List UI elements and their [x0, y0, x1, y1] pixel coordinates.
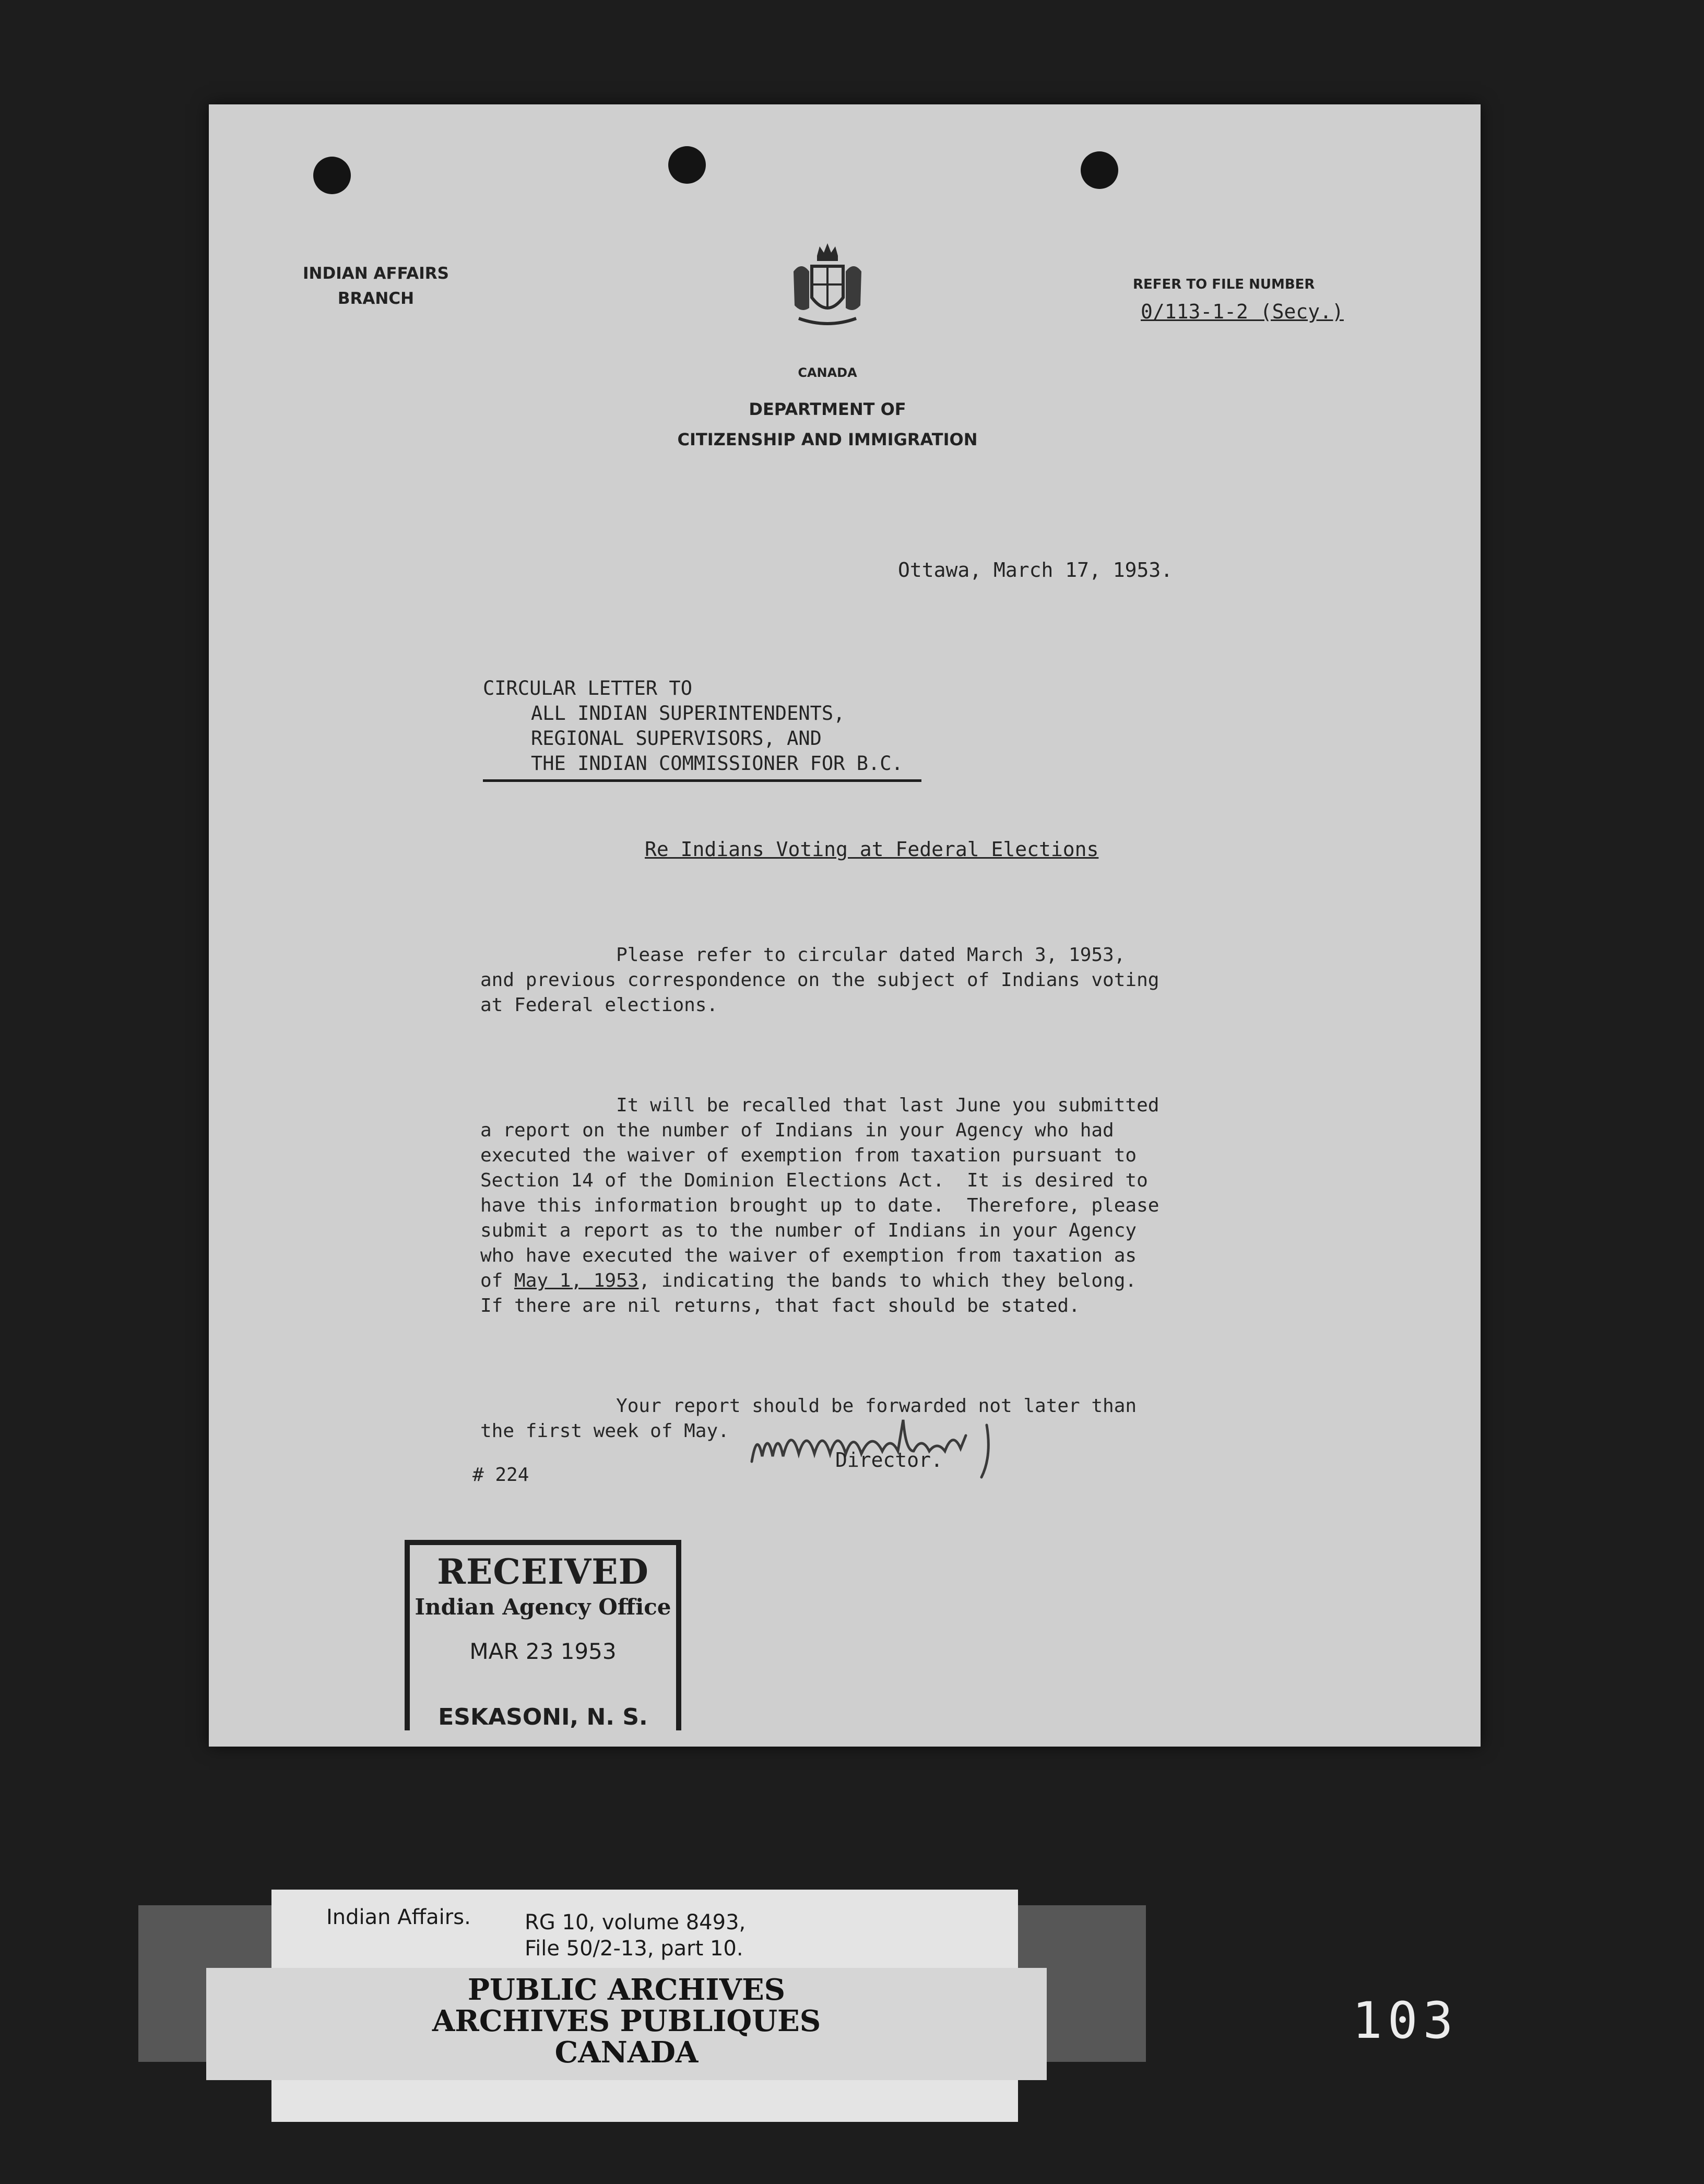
archive-reference-line-2: File 50/2-13, part 10. [525, 1937, 743, 1961]
addressee-line-4: THE INDIAN COMMISSIONER FOR B.C. [531, 752, 903, 775]
letter-sheet [209, 104, 1481, 1747]
received-stamp [405, 1540, 681, 1730]
addressee-line-3: REGIONAL SUPERVISORS, AND [531, 727, 822, 750]
archive-reference-line-1: RG 10, volume 8493, [525, 1910, 746, 1934]
p3-line-1: Your report should be forwarded not later than [480, 1395, 1137, 1417]
punch-hole-left [313, 157, 351, 194]
branch-name [303, 261, 449, 311]
p2-line-3: executed the waiver of exemption from taxation pursuant to [480, 1145, 1137, 1166]
file-ref-label: REFER TO FILE NUMBER [1133, 277, 1315, 292]
place-date: Ottawa, March 17, 1953. [898, 559, 1173, 581]
p2-line-6: submit a report as to the number of Indians in your Agency [480, 1220, 1137, 1241]
stamp-date: MAR 23 1953 [469, 1639, 617, 1664]
archive-name-en: PUBLIC ARCHIVES [467, 1973, 786, 2007]
addressee-rule [483, 779, 921, 782]
p2-line-5: have this information brought up to date. Therefore, please [480, 1195, 1159, 1216]
p2-line-8-suffix: , indicating the bands to which they belong. [638, 1270, 1137, 1291]
p2-line-1: It will be recalled that last June you submitted [480, 1095, 1159, 1116]
archive-name-fr: ARCHIVES PUBLIQUES [432, 2004, 821, 2038]
p3-line-2: the first week of May. [480, 1420, 729, 1442]
p2-line-4: Section 14 of the Dominion Elections Act. It is desired to [480, 1170, 1148, 1191]
addressee-block [483, 676, 927, 782]
punch-hole-right [1081, 151, 1118, 189]
branch-line-2: BRANCH [337, 289, 415, 308]
p2-line-7: who have executed the waiver of exemption from taxation as [480, 1245, 1137, 1266]
branch-line-1: INDIAN AFFAIRS [303, 264, 449, 283]
stamp-office: Indian Agency Office [415, 1594, 671, 1620]
department-name [668, 394, 987, 455]
punch-hole-center [668, 146, 706, 184]
p1-line-2: and previous correspondence on the subject of Indians voting [480, 969, 1159, 991]
country-label: CANADA [798, 365, 857, 380]
archive-name-label [206, 1968, 1047, 2080]
p2-line-2: a report on the number of Indians in your Agency who had [480, 1120, 1114, 1141]
addressee-line-1: CIRCULAR LETTER TO [483, 677, 692, 699]
addressee-line-2: ALL INDIAN SUPERINTENDENTS, [531, 702, 845, 725]
archive-reference-label [271, 1890, 1018, 1971]
p2-line-9: If there are nil returns, that fact should be stated. [480, 1295, 1080, 1316]
p1-line-1: Please refer to circular dated March 3, 1953, [480, 944, 1126, 966]
signature-title: Director. [835, 1449, 943, 1471]
circular-number: # 224 [472, 1464, 529, 1486]
archive-country: CANADA [554, 2035, 699, 2070]
archive-collection: Indian Affairs. [326, 1905, 471, 1929]
archive-label-strip [271, 2080, 1018, 2122]
subject-line: Re Indians Voting at Federal Elections [645, 838, 1099, 861]
p1-line-3: at Federal elections. [480, 994, 718, 1016]
department-line-1: DEPARTMENT OF [749, 399, 906, 419]
frame-number: 103 [1352, 1991, 1459, 2050]
stamp-title: RECEIVED [437, 1551, 649, 1592]
file-number: 0/113-1-2 (Secy.) [1141, 300, 1344, 323]
p2-line-8-prefix: of [480, 1270, 515, 1291]
coat-of-arms-icon [788, 235, 867, 334]
p2-deadline-date: May 1, 1953 [514, 1270, 639, 1291]
stamp-place: ESKASONI, N. S. [438, 1704, 648, 1730]
paragraph-2 [480, 1093, 1159, 1319]
department-line-2: CITIZENSHIP AND IMMIGRATION [677, 430, 978, 449]
paragraph-1 [480, 943, 1159, 1018]
